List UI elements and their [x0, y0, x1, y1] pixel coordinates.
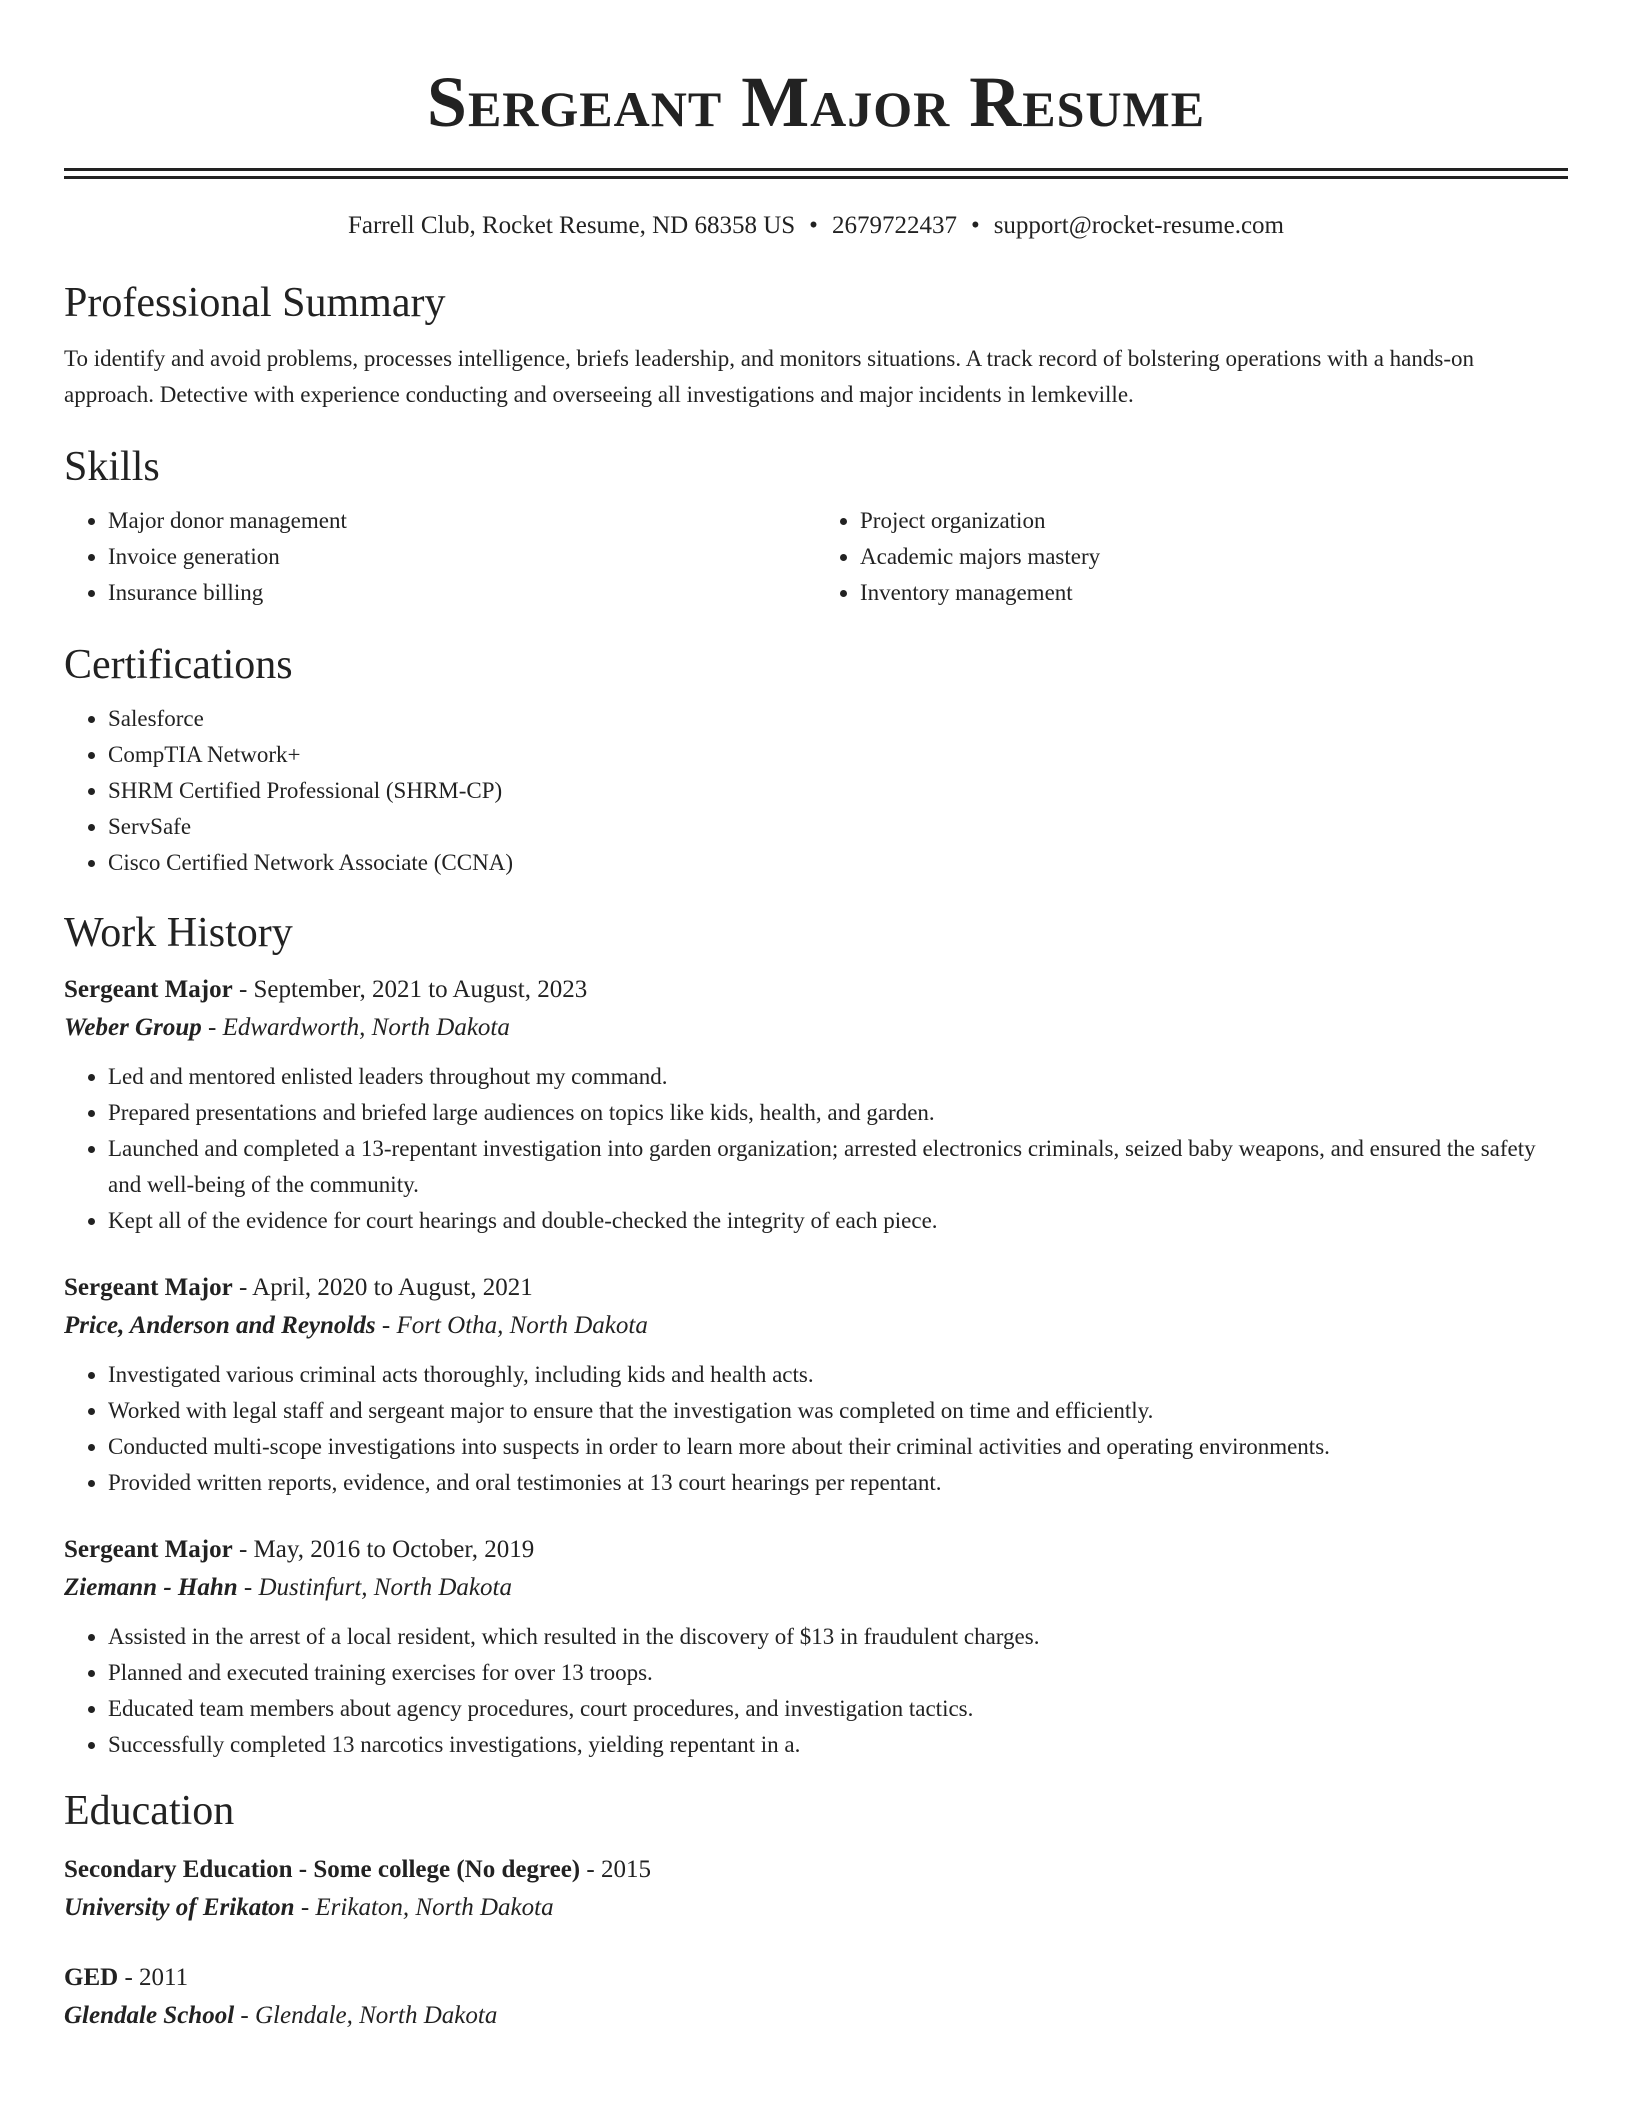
job-bullet: • Launched and completed a 13-repentant investigation into garden organization; arrested electronics criminals, seized baby weapons, and ensured the safety and well-being of the community.: [108, 1131, 1568, 1203]
job-employer: [64, 1569, 1568, 1607]
skill-item: • Insurance billing: [108, 575, 816, 611]
contact-line: [64, 209, 1568, 243]
skills-list-left: [64, 503, 816, 611]
job-company: Weber Group: [64, 1014, 202, 1041]
education-entry: [64, 1959, 1568, 2035]
skill-item: • Academic majors mastery: [860, 539, 1568, 575]
job-company: Price, Anderson and Reynolds: [64, 1312, 376, 1339]
job-entry: [64, 1531, 1568, 1763]
job-bullet: • Educated team members about agency procedures, court procedures, and investigation tactics.: [108, 1691, 1568, 1727]
skill-item: • Inventory management: [860, 575, 1568, 611]
job-header: [64, 1531, 1568, 1569]
certification-item: • ServSafe: [108, 809, 1568, 845]
page-title: Sergeant Major Resume: [426, 62, 1206, 142]
job-location: Dustinfurt, North Dakota: [258, 1574, 512, 1601]
skills-columns: [64, 503, 1568, 611]
job-company: Ziemann - Hahn: [64, 1574, 238, 1601]
job-dates: May, 2016 to October, 2019: [253, 1536, 535, 1563]
job-title: Sergeant Major: [64, 1274, 233, 1301]
job-dates: April, 2020 to August, 2021: [252, 1274, 533, 1301]
job-bullet: • Provided written reports, evidence, and oral testimonies at 13 court hearings per repentant.: [108, 1465, 1568, 1501]
dash: -: [118, 1964, 140, 1991]
job-entry: [64, 971, 1568, 1239]
job-bullet: • Kept all of the evidence for court hearings and double-checked the integrity of each piece.: [108, 1203, 1568, 1239]
education-header: [64, 1851, 1568, 1889]
certifications-section: [64, 639, 1568, 881]
certification-item: • SHRM Certified Professional (SHRM-CP): [108, 773, 1568, 809]
certifications-heading: Certifications: [64, 642, 293, 688]
dash: -: [294, 1894, 316, 1921]
education-year: 2011: [139, 1964, 189, 1991]
job-header: [64, 971, 1568, 1009]
job-bullet: • Conducted multi-scope investigations into suspects in order to learn more about their criminal activities and operating environments.: [108, 1429, 1568, 1465]
job-bullet: • Successfully completed 13 narcotics investigations, yielding repentant in a.: [108, 1727, 1568, 1763]
contact-phone: 2679722437: [831, 212, 957, 239]
skill-item: • Project organization: [860, 503, 1568, 539]
dash: -: [232, 1536, 254, 1563]
job-employer: [64, 1307, 1568, 1345]
job-bullet: • Planned and executed training exercises for over 13 troops.: [108, 1655, 1568, 1691]
education-school: Glendale School: [64, 2002, 235, 2029]
contact-email: support@rocket-resume.com: [993, 212, 1284, 239]
skill-item: • Invoice generation: [108, 539, 816, 575]
job-bullet: • Led and mentored enlisted leaders throughout my command.: [108, 1059, 1568, 1095]
summary-section: [64, 277, 1568, 413]
education-year: 2015: [600, 1856, 651, 1883]
skills-section: [64, 441, 1568, 611]
job-title: Sergeant Major: [64, 976, 233, 1003]
contact-address: Farrell Club, Rocket Resume, ND 68358 US: [347, 212, 796, 239]
dash: -: [234, 2002, 255, 2029]
job-bullets: [64, 1619, 1568, 1763]
dash: -: [237, 1574, 259, 1601]
contact-separator: •: [970, 212, 980, 239]
education-institution: [64, 1997, 1568, 2035]
education-section: [64, 1785, 1568, 2035]
job-dates: September, 2021 to August, 2023: [253, 976, 588, 1003]
education-header: [64, 1959, 1568, 1997]
dash: -: [232, 1274, 253, 1301]
dash: -: [232, 976, 254, 1003]
job-bullets: [64, 1357, 1568, 1501]
job-title: Sergeant Major: [64, 1536, 233, 1563]
education-heading: Education: [64, 1788, 235, 1834]
education-location: Glendale, North Dakota: [254, 2002, 498, 2029]
work-history-section: [64, 907, 1568, 1763]
certification-item: • CompTIA Network+: [108, 737, 1568, 773]
job-bullets: [64, 1059, 1568, 1239]
job-bullet: • Worked with legal staff and sergeant major to ensure that the investigation was completed on time and efficiently.: [108, 1393, 1568, 1429]
summary-heading: Professional Summary: [64, 280, 446, 326]
certification-item: • Cisco Certified Network Associate (CCNA): [108, 845, 1568, 881]
education-entry: [64, 1851, 1568, 1927]
skills-list-right: [816, 503, 1568, 611]
certifications-list: [64, 701, 1568, 881]
job-location: Fort Otha, North Dakota: [396, 1312, 648, 1339]
education-school: University of Erikaton: [64, 1894, 295, 1921]
job-entry: [64, 1269, 1568, 1501]
job-bullet: • Prepared presentations and briefed large audiences on topics like kids, health, and garden.: [108, 1095, 1568, 1131]
summary-text: To identify and avoid problems, processes intelligence, briefs leadership, and monitors situations. A track record of bolstering operations with a hands-on approach. Detective with experience conducting and overseeing all investigations and major incidents in lemkeville.: [64, 346, 1474, 407]
dash: -: [201, 1014, 223, 1041]
job-header: [64, 1269, 1568, 1307]
dash: -: [375, 1312, 397, 1339]
contact-separator: •: [809, 212, 818, 239]
education-location: Erikaton, North Dakota: [315, 1894, 554, 1921]
dash: -: [580, 1856, 601, 1883]
job-bullet: • Investigated various criminal acts thoroughly, including kids and health acts.: [108, 1357, 1568, 1393]
skill-item: • Major donor management: [108, 503, 816, 539]
job-bullet: • Assisted in the arrest of a local resident, which resulted in the discovery of $13 in fraudulent charges.: [108, 1619, 1568, 1655]
title-divider: [64, 168, 1568, 179]
job-location: Edwardworth, North Dakota: [222, 1014, 510, 1041]
education-degree: GED: [64, 1964, 119, 1991]
education-degree: Secondary Education - Some college (No degree): [64, 1856, 581, 1883]
work-history-heading: Work History: [64, 910, 293, 956]
certification-item: • Salesforce: [108, 701, 1568, 737]
education-institution: [64, 1889, 1568, 1927]
skills-heading: Skills: [64, 444, 160, 490]
job-employer: [64, 1009, 1568, 1047]
